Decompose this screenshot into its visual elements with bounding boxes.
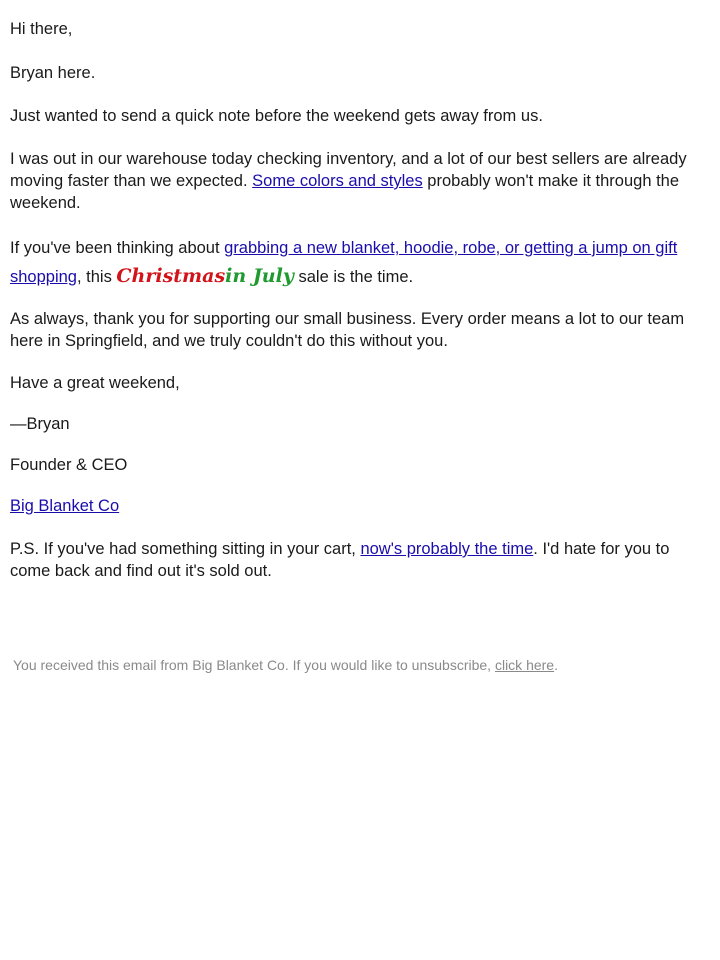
signature-title: Founder & CEO: [10, 456, 128, 474]
inventory-text-after: probably won't make it through the weekend.: [10, 172, 680, 212]
intro-text: Bryan here.: [10, 64, 96, 82]
shop-products-link[interactable]: grabbing a new blanket, hoodie, robe, or getting a jump on gift shopping: [10, 239, 678, 286]
closing-text: Have a great weekend,: [10, 374, 180, 392]
sale-text-before: If you've been thinking about: [10, 239, 225, 257]
christmas-text: Christmas: [116, 265, 226, 287]
paragraph-thank-you: As always, thank you for supporting our small business. Every order means a lot to our team here in Springfield, and we truly couldn't do this without you.: [10, 310, 685, 350]
signature-name: —Bryan: [10, 415, 70, 433]
ps-text-before: P.S. If you've had something sitting in your cart,: [10, 540, 361, 558]
unsubscribe-footer: [13, 655, 713, 675]
paragraph-sale: [10, 234, 710, 291]
footer-end: .: [554, 657, 558, 673]
sale-text-middle: , this: [76, 268, 117, 286]
unsubscribe-link[interactable]: click here: [494, 657, 555, 673]
paragraph-inventory: [10, 148, 710, 214]
cart-link[interactable]: now's probably the time: [360, 540, 534, 558]
paragraph-weekend-note: Just wanted to send a quick note before the weekend gets away from us.: [10, 107, 543, 125]
sale-text-after: sale is the time.: [293, 268, 414, 286]
company-line: [10, 495, 710, 517]
in-july-text: in July: [225, 265, 294, 287]
ps-text-after: . I'd hate for you to come back and find out it's sold out.: [10, 540, 670, 580]
greeting-text: Hi there,: [10, 20, 73, 38]
inventory-text-before: I was out in our warehouse today checking inventory, and a lot of our best sellers are already moving faster than we expected.: [10, 150, 687, 190]
postscript: [10, 538, 710, 582]
footer-text: You received this email from Big Blanket Co. If you would like to unsubscribe,: [13, 657, 495, 673]
colors-styles-link[interactable]: Some colors and styles: [252, 172, 423, 190]
company-link[interactable]: Big Blanket Co: [10, 497, 120, 515]
